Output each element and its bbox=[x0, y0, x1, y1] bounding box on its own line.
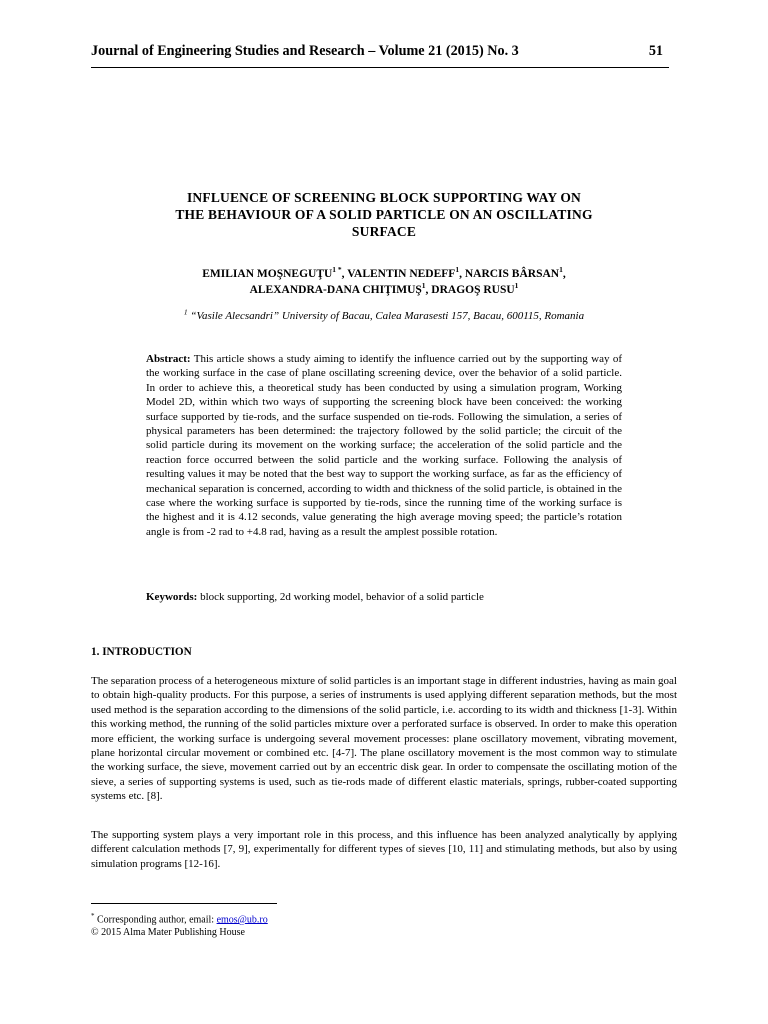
footnote bbox=[91, 910, 268, 939]
author-line-1 bbox=[120, 266, 648, 282]
author-name: , VALENTIN NEDEFF bbox=[341, 268, 456, 280]
article-title-line-2: THE BEHAVIOUR OF A SOLID PARTICLE ON AN OSCILLATING bbox=[175, 207, 593, 222]
author-line-2 bbox=[120, 282, 648, 298]
keywords bbox=[146, 590, 622, 604]
abstract bbox=[146, 352, 622, 539]
author-affiliation-marker: 1 bbox=[421, 281, 426, 291]
footnote-label: Corresponding author, email: bbox=[94, 914, 217, 926]
footnote-star: * bbox=[91, 912, 95, 920]
keywords-label: Keywords: bbox=[146, 591, 198, 603]
author-affiliation-marker: 1 bbox=[559, 265, 563, 275]
keywords-text: block supporting, 2d working model, behavior of a solid particle bbox=[197, 591, 484, 603]
abstract-text: This article shows a study aiming to identify the influence carried out by the supporting way of the working surface in the case of plane oscillating screening device, over the behavior of a solid particle. In order to achieve this, a theoretical study has been conducted by using a simulation program, Working Model 2D, within which two ways of supporting the screening block have been conceived: the working surface supported by tie-rods, and the surface suspended on tie-rods. Following the simulation, a series of physical parameters has been determined: the trajectory followed by the solid particle; the circuit of the solid particle during its movement on the working surface; the acceleration of the solid particle and the reaction force occurred between the solid particle and the working surface. Following the analysis of resulting values it may be noted that the best way to support the working surface, as far as the efficiency of mechanical separation is concerned, according to width and thickness of the solid particle, is obtained in the case where the working surface is supported by tie-rods, since the running time of the working surface is the highest and it is 4.12 seconds, value generating the high average moving speed; the particle’s rotation angle is from -2 rad to +4.8 rad, having as a result the amplest possible rotation. bbox=[146, 353, 622, 538]
article-title-line-1: INFLUENCE OF SCREENING BLOCK SUPPORTING WAY ON bbox=[186, 190, 582, 205]
author-affiliation-marker: 1 bbox=[455, 265, 460, 275]
affiliation bbox=[110, 309, 658, 324]
section-heading-introduction: 1. INTRODUCTION bbox=[91, 646, 192, 658]
copyright-note: © 2015 Alma Mater Publishing House bbox=[91, 926, 245, 938]
author-affiliation-marker: 1 bbox=[514, 281, 519, 291]
author-name: ALEXANDRA-DANA CHIŢIMUŞ bbox=[249, 284, 422, 296]
introduction-paragraph-1: The separation process of a heterogeneous mixture of solid particles is an important stage in different industries, having as main goal to obtain high-quality products. For this purpose, a series of instruments is used applying different separation methods, but the most used method is the separation according to the dimensions of the solid particle, i.e. according to its width and thickness [1-3]. Within this working method, the running of the solid particles mixture over a perforated surface is observed. In order to make this operation more efficient, the working surface is undergoing several movement processes: plane oscillatory movement, vibrating movement, plane horizontal circular movement or combined etc. [4-7]. The plane oscillatory movement is the most common way to stimulate the working surface, the sieve, movement carried out by an eccentric disk gear. In order to compensate the oscillating motion of the sieve, a series of supporting systems is used, such as tie-rods made of different elastic materials, springs, rubber-coated supporting systems etc. [8]. bbox=[91, 675, 677, 803]
corresponding-author-note bbox=[91, 910, 268, 927]
article-title bbox=[120, 189, 648, 240]
page-number: 51 bbox=[648, 43, 663, 59]
author-name: EMILIAN MOŞNEGUŢU bbox=[202, 268, 333, 280]
abstract-label: Abstract: bbox=[146, 353, 191, 365]
running-header bbox=[91, 37, 669, 68]
author-email-link[interactable]: emos@ub.ro bbox=[216, 914, 268, 926]
author-affiliation-marker: 1 * bbox=[332, 265, 342, 275]
author-name: , DRAGOŞ RUSU bbox=[425, 284, 515, 296]
affiliation-marker: 1 bbox=[183, 307, 188, 317]
author-list bbox=[120, 266, 648, 298]
author-name: , NARCIS BÂRSAN bbox=[459, 268, 560, 280]
introduction-paragraph-2: The supporting system plays a very important role in this process, and this influence has been analyzed analytically by applying different calculation methods [7, 9], experimentally for different types of sieves [10, 11] and stimulating methods, but also by using simulation programs [12-16]. bbox=[91, 829, 677, 870]
affiliation-text: “Vasile Alecsandri” University of Bacau, Calea Marasesti 157, Bacau, 600115, Romania bbox=[187, 310, 585, 322]
author-separator: , bbox=[562, 268, 566, 280]
article-title-line-3: SURFACE bbox=[351, 224, 417, 239]
journal-title: Journal of Engineering Studies and Research – Volume 21 (2015) No. 3 bbox=[91, 43, 519, 59]
footnote-divider bbox=[91, 903, 277, 904]
